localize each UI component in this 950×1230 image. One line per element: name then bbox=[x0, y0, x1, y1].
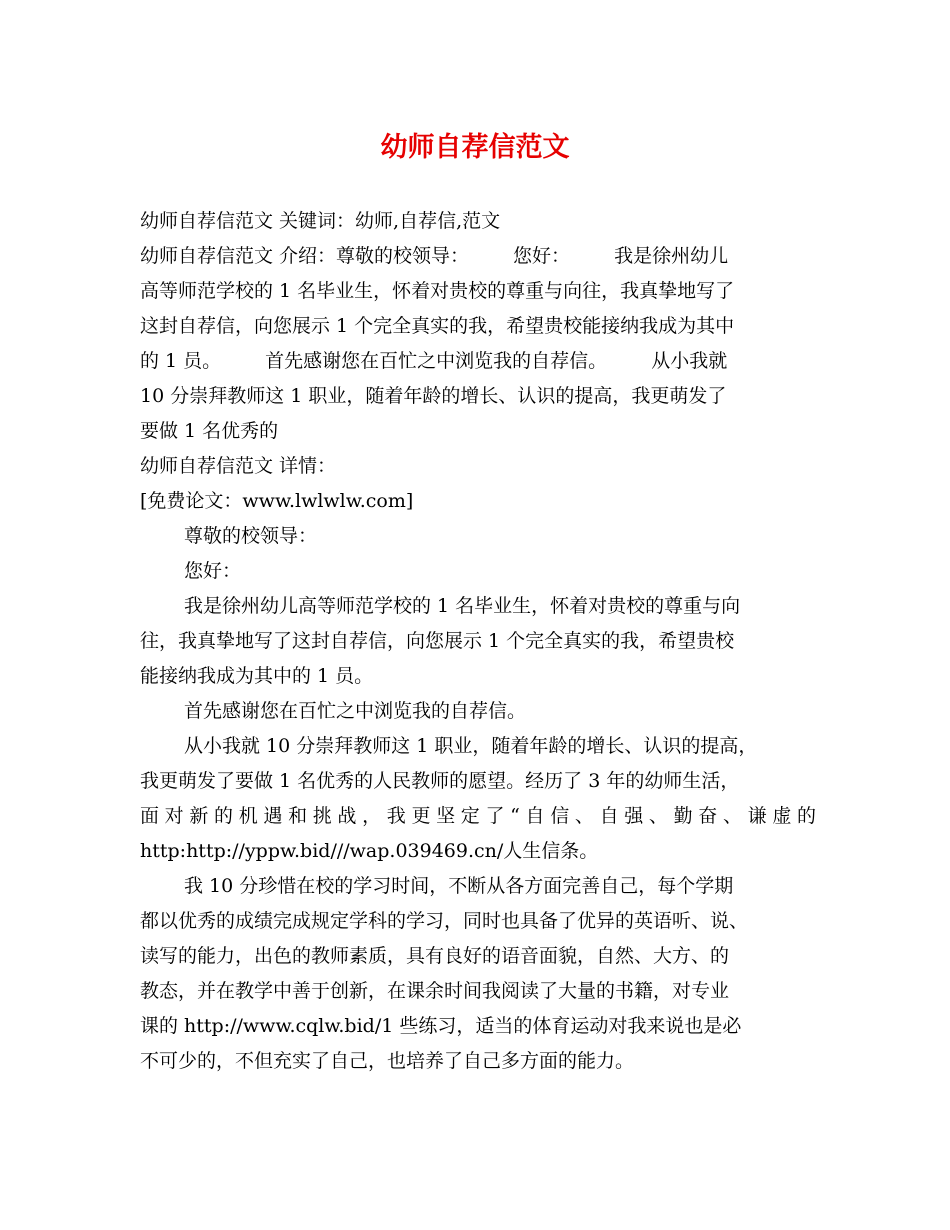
keywords-line: 幼师自荐信范文 关键词：幼师,自荐信,范文 bbox=[140, 210, 501, 232]
intro-text: 的 1 员。 bbox=[140, 350, 222, 372]
paragraph-line: 课的 http://www.cqlw.bid/1 些练习，适当的体育运动对我来说也是必 bbox=[140, 1015, 742, 1037]
paragraph-line: 能接纳我成为其中的 1 员。 bbox=[140, 665, 374, 687]
intro-line bbox=[140, 239, 816, 274]
details-label: 幼师自荐信范文 详情： bbox=[140, 455, 337, 477]
paragraph-line: 不可少的，不但充实了自己，也培养了自己多方面的能力。 bbox=[140, 1050, 635, 1072]
intro-line: 10 分崇拜教师这 1 职业，随着年龄的增长、认识的提高，我更萌发了 bbox=[140, 385, 727, 407]
paragraph-line: 都以优秀的成绩完成规定学科的学习，同时也具备了优异的英语听、说、 bbox=[140, 910, 749, 932]
intro-sentence-start: 我是徐州幼儿 bbox=[614, 245, 729, 267]
paragraph-line: 教态，并在教学中善于创新，在课余时间我阅读了大量的书籍，对专业 bbox=[140, 980, 730, 1002]
intro-line: 高等师范学校的 1 名毕业生，怀着对贵校的尊重与向往，我真挚地写了 bbox=[140, 280, 735, 302]
intro-text: 首先感谢您在百忙之中浏览我的自荐信。 bbox=[265, 350, 608, 372]
salutation: 尊敬的校领导： bbox=[184, 525, 318, 547]
paragraph-line: 首先感谢您在百忙之中浏览我的自荐信。 bbox=[184, 700, 527, 722]
paragraph-line: 我 10 分珍惜在校的学习时间，不断从各方面完善自己，每个学期 bbox=[184, 875, 734, 897]
paragraph-line: 读写的能力，出色的教师素质，具有良好的语音面貌，自然、大方、的 bbox=[140, 945, 730, 967]
greeting: 您好： bbox=[184, 560, 242, 582]
intro-line: 要做 1 名优秀的 bbox=[140, 420, 279, 442]
intro-text: 幼师自荐信范文 介绍：尊敬的校领导： bbox=[140, 245, 470, 267]
intro-line: 这封自荐信，向您展示 1 个完全真实的我，希望贵校能接纳我成为其中 bbox=[140, 315, 735, 337]
source-note: [免费论文：www.lwlwlw.com] bbox=[140, 490, 414, 512]
paragraph-line: http:http://yppw.bid///wap.039469.cn/人生信条。 bbox=[140, 840, 599, 862]
intro-line bbox=[140, 344, 816, 379]
paragraph-line: 我更萌发了要做 1 名优秀的人民教师的愿望。经历了 3 年的幼师生活， bbox=[140, 770, 740, 792]
document-body bbox=[140, 204, 816, 1079]
paragraph-line: 往，我真挚地写了这封自荐信，向您展示 1 个完全真实的我，希望贵校 bbox=[140, 630, 735, 652]
paragraph-line: 从小我就 10 分崇拜教师这 1 职业，随着年龄的增长、认识的提高， bbox=[184, 735, 758, 757]
document-title: 幼师自荐信范文 bbox=[380, 132, 570, 163]
intro-text: 从小我就 bbox=[651, 350, 728, 372]
intro-greeting: 您好： bbox=[513, 245, 571, 267]
paragraph-line: 面对新的机遇和挑战，我更坚定了“自信、自强、勤奋、谦虚的 bbox=[140, 805, 816, 827]
paragraph-line: 我是徐州幼儿高等师范学校的 1 名毕业生，怀着对贵校的尊重与向 bbox=[184, 595, 741, 617]
